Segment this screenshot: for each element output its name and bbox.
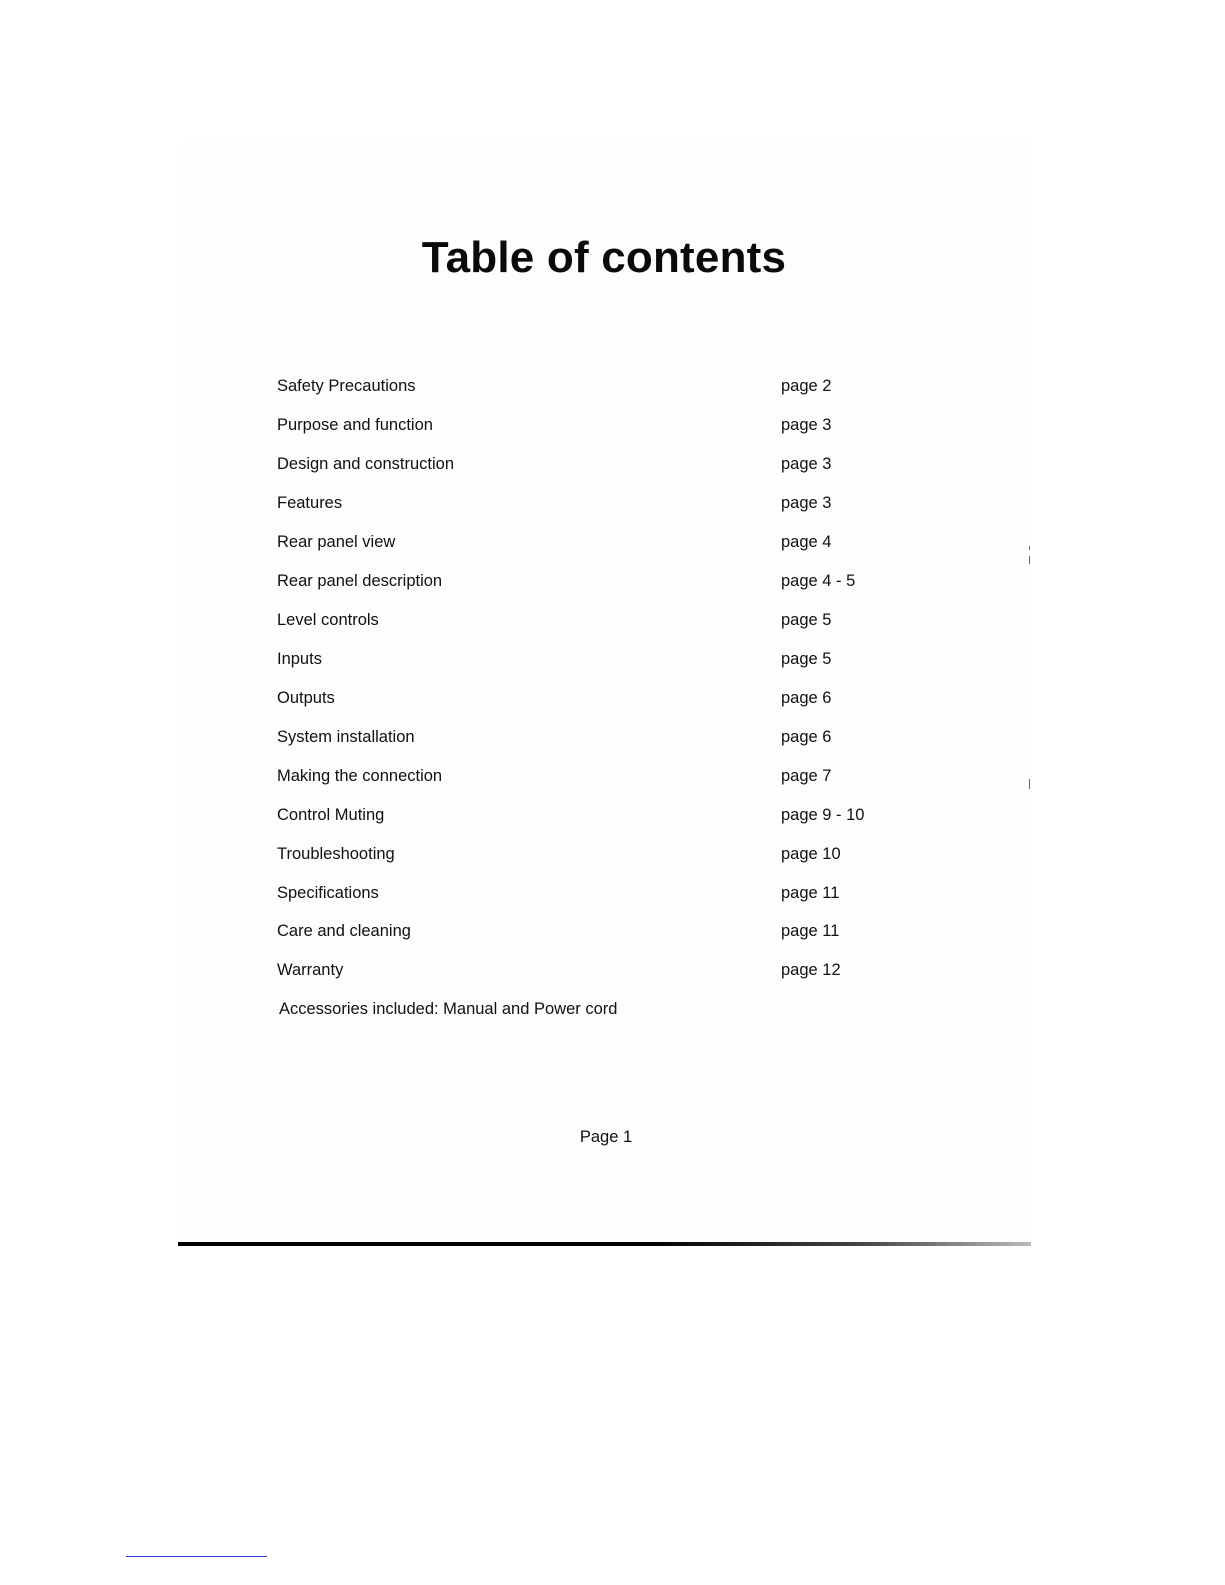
toc-entry-label: Purpose and function xyxy=(277,416,433,434)
toc-entry xyxy=(0,918,1225,944)
link-underline xyxy=(126,1556,267,1557)
toc-entry-page: page 7 xyxy=(781,767,832,785)
toc-entry-label: Features xyxy=(277,494,343,512)
toc-entry-page: page 6 xyxy=(781,689,832,707)
toc-entry-label: Rear panel description xyxy=(277,572,443,590)
toc-entry-label: Level controls xyxy=(277,611,379,629)
toc-entry xyxy=(0,646,1225,672)
toc-entry-label: Control Muting xyxy=(277,806,385,824)
toc-entry xyxy=(0,568,1225,594)
toc-entry-page: page 3 xyxy=(781,455,832,473)
toc-entry xyxy=(0,802,1225,828)
toc-entry-page: page 5 xyxy=(781,650,832,668)
toc-entry-page: page 3 xyxy=(781,494,832,512)
toc-entry xyxy=(0,373,1225,399)
toc-entry-label: System installation xyxy=(277,728,415,746)
toc-entry-label: Rear panel view xyxy=(277,533,396,551)
toc-entry-page: page 10 xyxy=(781,845,841,863)
scan-edge-mark xyxy=(1029,546,1030,550)
scan-edge-mark xyxy=(1029,556,1030,564)
toc-entry xyxy=(0,412,1225,438)
toc-entry-page: page 3 xyxy=(781,416,832,434)
toc-entry-page: page 4 - 5 xyxy=(781,572,856,590)
page-number: Page 1 xyxy=(579,1128,633,1146)
toc-entry xyxy=(0,490,1225,516)
toc-entry xyxy=(0,880,1225,906)
toc-entry-label: Troubleshooting xyxy=(277,845,395,863)
toc-entry-page: page 11 xyxy=(781,884,840,902)
toc-entry-label: Inputs xyxy=(277,650,322,668)
toc-entry xyxy=(0,685,1225,711)
toc-entry-label: Warranty xyxy=(277,961,344,979)
toc-entry xyxy=(0,841,1225,867)
toc-entry-page: page 5 xyxy=(781,611,832,629)
toc-entry-page: page 2 xyxy=(781,377,832,395)
accessories-note: Accessories included: Manual and Power cord xyxy=(279,1000,618,1018)
toc-entry-label: Safety Precautions xyxy=(277,377,416,395)
toc-entry-page: page 11 xyxy=(781,922,840,940)
toc-entry xyxy=(0,957,1225,983)
toc-entry-label: Outputs xyxy=(277,689,335,707)
toc-entry-label: Making the connection xyxy=(277,767,443,785)
toc-entry xyxy=(0,529,1225,555)
toc-entry-page: page 6 xyxy=(781,728,832,746)
toc-entry-page: page 9 - 10 xyxy=(781,806,865,824)
toc-entry-label: Specifications xyxy=(277,884,379,902)
toc-entry xyxy=(0,607,1225,633)
toc-entry-page: page 4 xyxy=(781,533,832,551)
toc-entry xyxy=(0,724,1225,750)
bottom-rule xyxy=(178,1242,1031,1246)
toc-entry xyxy=(0,451,1225,477)
toc-entry-page: page 12 xyxy=(781,961,841,979)
toc-entry-label: Design and construction xyxy=(277,455,455,473)
toc-entry xyxy=(0,763,1225,789)
page-title: Table of contents xyxy=(421,233,787,282)
toc-entry-label: Care and cleaning xyxy=(277,922,411,940)
scan-edge-mark xyxy=(1029,779,1030,789)
